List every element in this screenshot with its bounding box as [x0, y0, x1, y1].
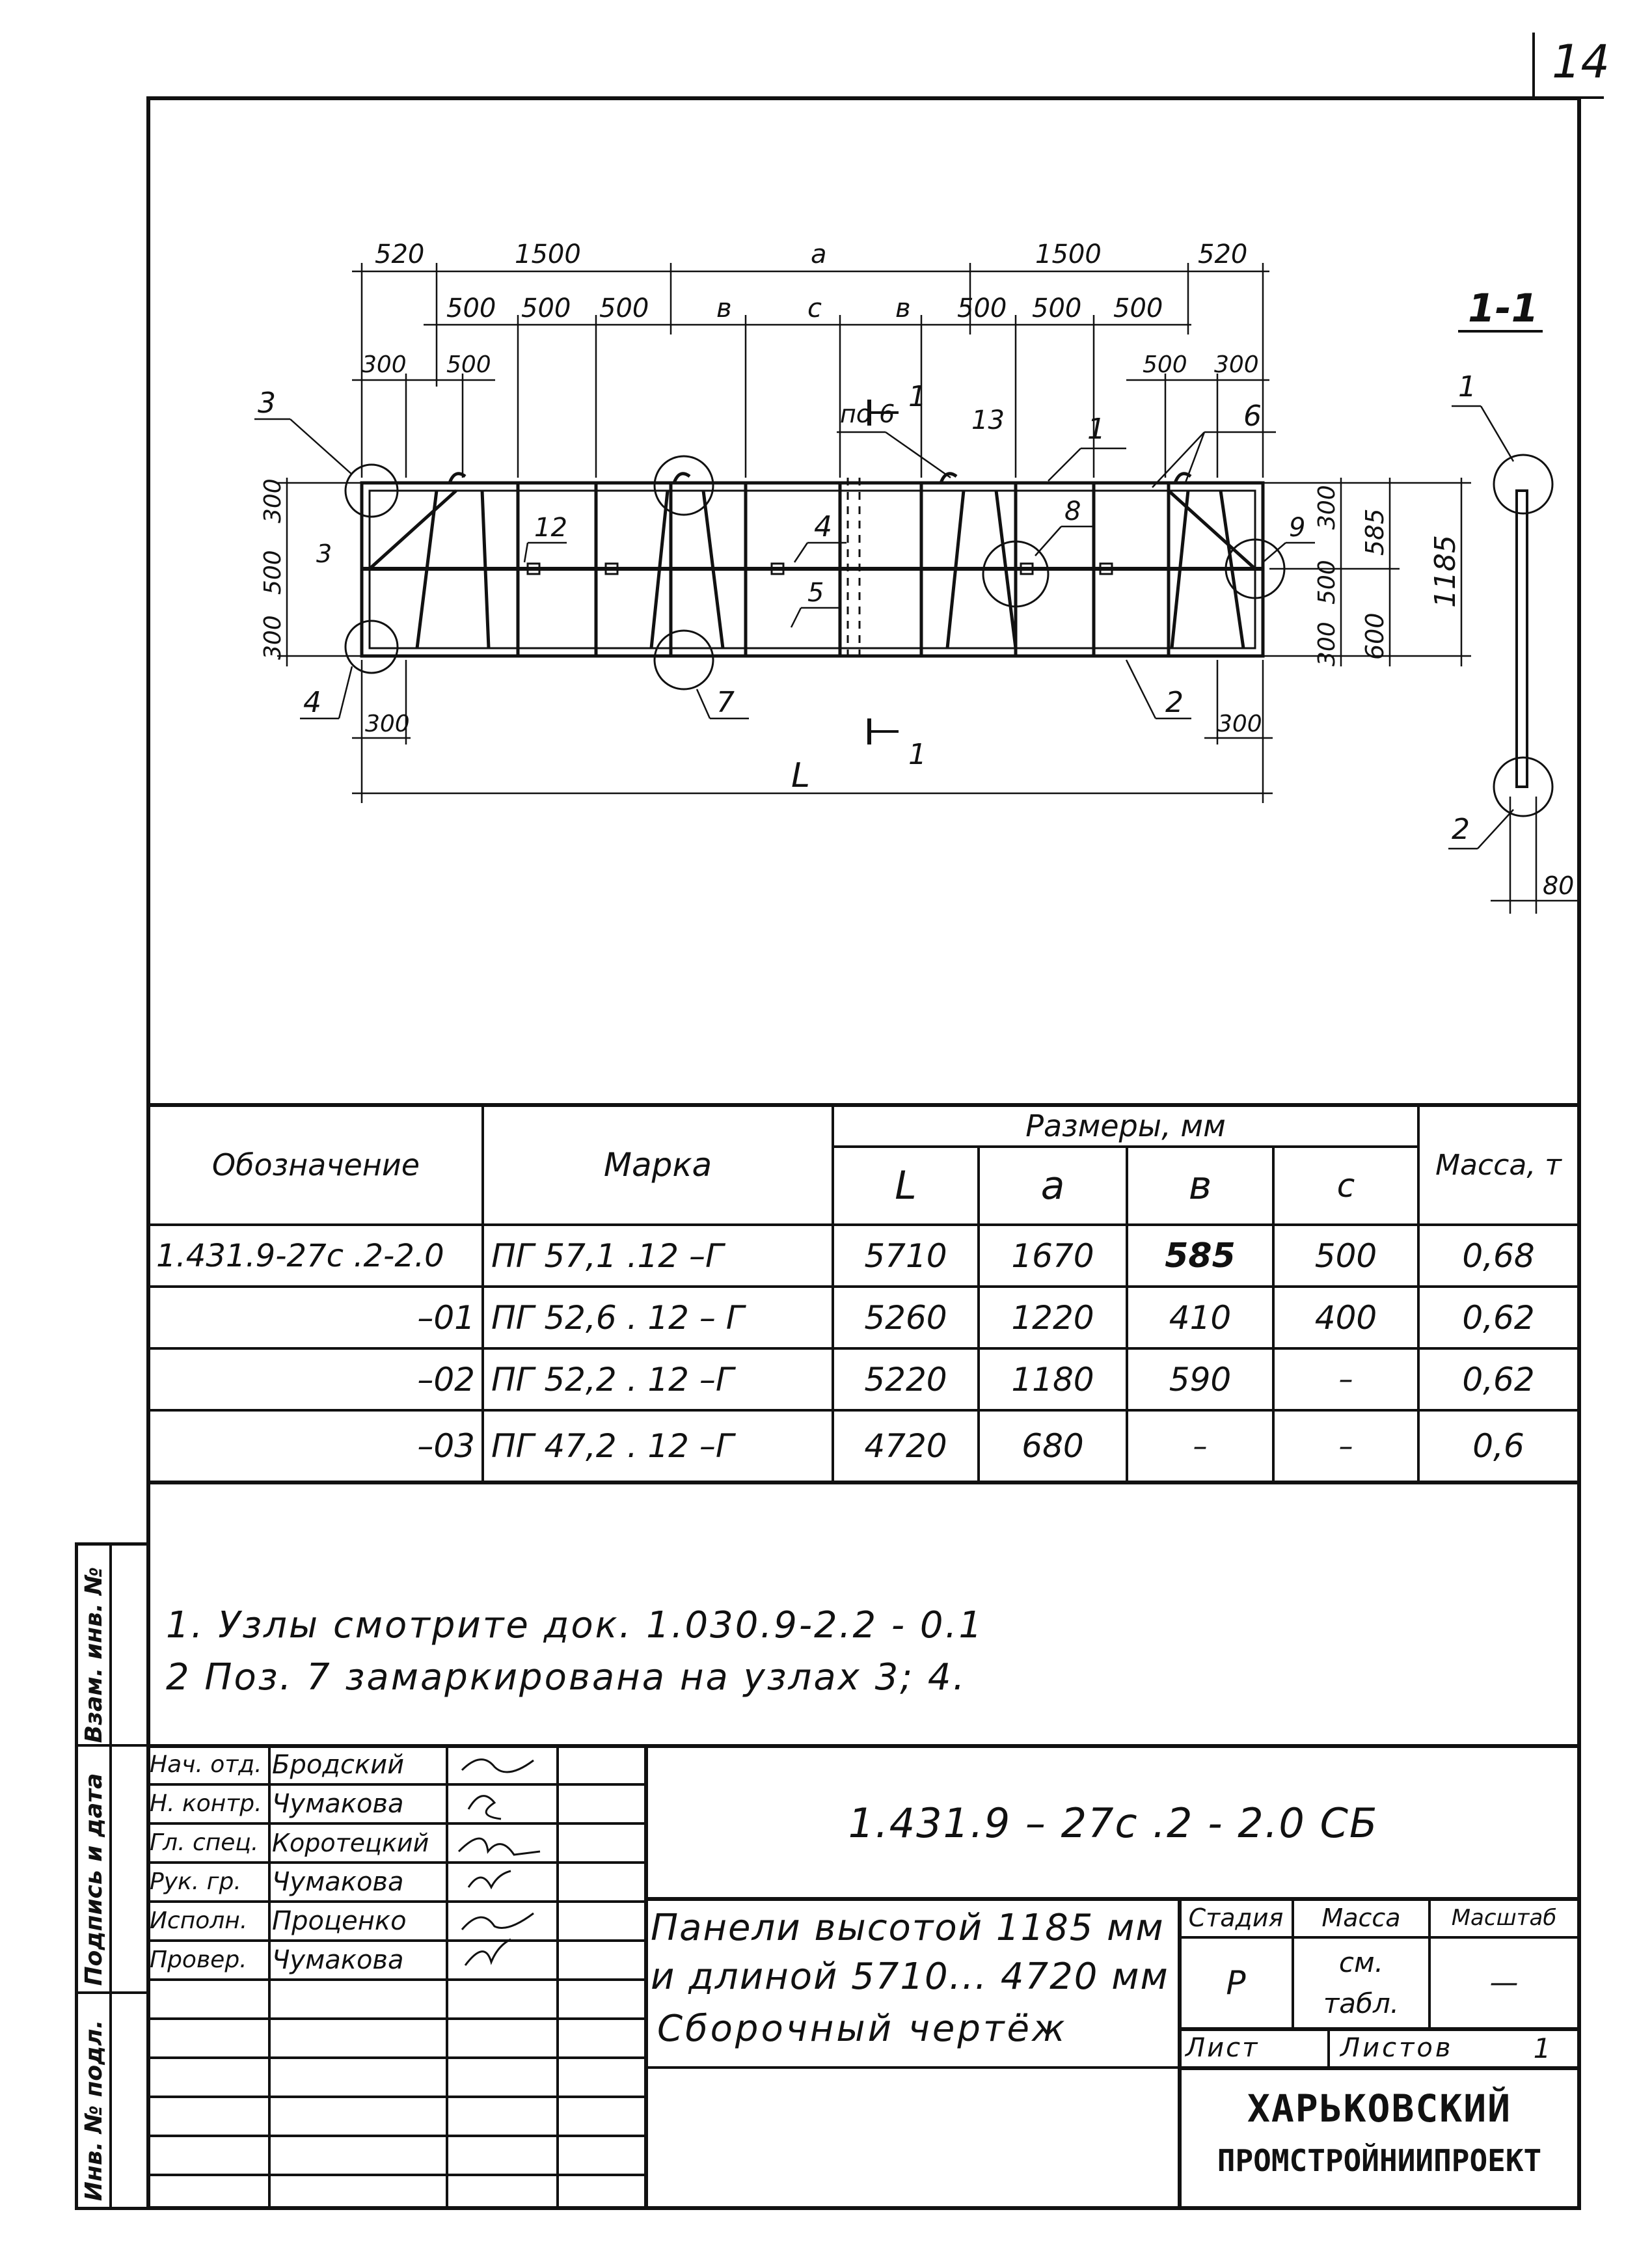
scale-value: —: [1489, 1966, 1519, 1999]
callout-5: 5: [807, 578, 824, 608]
table-row-2-b: 590: [1169, 1360, 1232, 1399]
org-line-1: ХАРЬКОВСКИЙ: [1247, 2086, 1512, 2131]
stage-value: Р: [1226, 1963, 1246, 2002]
dim-r2-r2: 500: [1113, 294, 1163, 323]
sheets-label: Листов: [1340, 2033, 1454, 2063]
signer-1-name: Чумакова: [272, 1788, 404, 1819]
signer-4-role: Исполн.: [150, 1907, 248, 1934]
mass-value-2: табл.: [1323, 1987, 1400, 2019]
dim-r3-r0: 500: [1143, 351, 1187, 378]
assembly-drawing: [150, 100, 1577, 1089]
callout-section-1-top: 1: [908, 380, 927, 413]
title-line-2: и длиной 5710... 4720 мм: [651, 1956, 1169, 1998]
table-row-3-a: 680: [1022, 1427, 1084, 1465]
signer-3-name: Чумакова: [272, 1866, 404, 1897]
signatures: [449, 1747, 560, 1982]
mass-label: Масса: [1321, 1903, 1401, 1932]
dim-r2-m2: в: [895, 294, 911, 323]
side-view-profile: [1517, 491, 1527, 787]
side-stamp-sign-date: Подпись и дата: [81, 1773, 107, 1986]
callout-side-2: 2: [1452, 813, 1470, 846]
header-a: a: [1040, 1163, 1065, 1208]
callout-9: 9: [1289, 513, 1306, 543]
table-row-1-designation: –01: [417, 1298, 475, 1337]
table-row-0-L: 5710: [864, 1236, 947, 1275]
table-row-0-a: 1670: [1011, 1236, 1094, 1275]
dim-top-4: 520: [1198, 239, 1248, 269]
table-row-2-mass: 0,62: [1462, 1360, 1535, 1399]
header-c: с: [1336, 1167, 1355, 1205]
dim-bottom-0: 300: [365, 711, 410, 737]
sheet-label: Лист: [1185, 2033, 1260, 2063]
header-designation: Обозначение: [211, 1147, 420, 1182]
signer-0-role: Нач. отд.: [150, 1751, 262, 1778]
table-row-1-a: 1220: [1011, 1298, 1094, 1337]
signer-0-name: Бродский: [272, 1749, 405, 1780]
header-L: L: [895, 1163, 917, 1208]
dim-r2-r0: 500: [957, 294, 1007, 323]
table-row-2-c: –: [1338, 1363, 1353, 1396]
dim-right-outer-1: 600: [1361, 612, 1389, 660]
dim-r2-l1: 500: [521, 294, 571, 323]
table-row-0-c: 500: [1314, 1236, 1377, 1275]
callout-1: 1: [1087, 413, 1105, 446]
table-row-0-mass: 0,68: [1462, 1236, 1535, 1275]
callout-section-1-bottom: 1: [908, 738, 927, 771]
dim-right-outer-2: 1185: [1429, 535, 1462, 608]
note-1: 1. Узлы смотрите док. 1.030.9-2.2 - 0.1: [166, 1604, 984, 1646]
callout-13: 13: [971, 405, 1005, 435]
signer-5-name: Чумакова: [272, 1945, 404, 1975]
signer-4-name: Проценко: [272, 1905, 407, 1936]
table-row-0-b: 585: [1165, 1236, 1236, 1276]
dim-right-v1: 500: [1314, 560, 1340, 605]
header-mass: Масса, т: [1435, 1148, 1562, 1182]
table-row-0-mark: ПГ 57,1 .12 –Г: [491, 1236, 724, 1275]
callout-8: 8: [1064, 497, 1081, 526]
header-sizes: Размеры, мм: [1025, 1108, 1226, 1143]
dim-left-v2: 300: [260, 615, 286, 660]
page-number: 14: [1552, 35, 1610, 89]
org-line-2: ПРОМСТРОЙНИИПРОЕКТ: [1217, 2143, 1542, 2178]
signer-2-role: Гл. спец.: [150, 1829, 259, 1856]
dim-left-v1: 500: [260, 550, 286, 595]
dim-right-v2: 300: [1314, 621, 1340, 666]
dim-right-outer-0: 585: [1361, 508, 1389, 556]
callout-3-top: 3: [258, 387, 276, 420]
table-row-2-designation: –02: [417, 1360, 475, 1399]
table-row-3-L: 4720: [864, 1427, 947, 1465]
dim-r3-l1: 500: [446, 351, 491, 378]
doc-code: 1.431.9 – 27с .2 - 2.0 СБ: [848, 1799, 1379, 1847]
stage-label: Стадия: [1188, 1903, 1284, 1932]
callout-3-left: 3: [316, 539, 332, 568]
dim-bottom-1: 300: [1217, 711, 1262, 737]
dim-top-3: 1500: [1035, 239, 1102, 269]
table-row-0-designation: 1.431.9-27с .2-2.0: [156, 1237, 444, 1274]
side-stamp-inv-zam: Взам. инв. №: [81, 1566, 107, 1743]
signer-5-role: Провер.: [150, 1946, 247, 1973]
dim-r2-m1: с: [807, 294, 822, 323]
dim-r3-r1: 300: [1214, 351, 1259, 378]
callout-4-mid: 4: [814, 510, 832, 543]
table-row-3-mass: 0,6: [1472, 1427, 1524, 1465]
dim-right-v0: 300: [1314, 485, 1340, 530]
callout-po6: по 6: [840, 400, 895, 428]
signer-2-name: Коротецкий: [272, 1828, 429, 1857]
mass-value-1: см.: [1338, 1946, 1384, 1978]
dim-top-2: a: [811, 239, 827, 269]
node-circle-6-mid: [655, 456, 713, 515]
table-row-1-c: 400: [1314, 1298, 1377, 1337]
dim-r2-l2: 500: [599, 294, 649, 323]
dim-r2-r1: 500: [1032, 294, 1082, 323]
dim-left-v0: 300: [260, 478, 286, 523]
callout-4-bottom: 4: [303, 686, 321, 719]
dim-r3-l0: 300: [362, 351, 407, 378]
sheets-value: 1: [1533, 2032, 1551, 2064]
header-b: в: [1188, 1163, 1212, 1208]
dim-r2-m0: в: [716, 294, 732, 323]
signer-1-role: Н. контр.: [150, 1790, 262, 1817]
table-row-2-mark: ПГ 52,2 . 12 –Г: [491, 1360, 734, 1399]
signer-3-role: Рук. гр.: [150, 1868, 241, 1895]
node-circle-4: [345, 621, 398, 673]
table-row-1-L: 5260: [864, 1298, 947, 1337]
side-stamp-inv-podl: Инв. № подл.: [81, 2019, 107, 2202]
table-row-2-a: 1180: [1011, 1360, 1094, 1399]
table-row-3-designation: –03: [417, 1427, 475, 1465]
dim-bottom-L: L: [791, 756, 810, 795]
title-line-3: Сборочный чертёж: [657, 2008, 1068, 2050]
section-title: 1-1: [1468, 286, 1539, 331]
callout-12: 12: [534, 513, 567, 543]
table-row-3-b: –: [1193, 1429, 1208, 1463]
table-row-1-b: 410: [1169, 1298, 1232, 1337]
callout-6: 6: [1243, 400, 1262, 433]
dim-r2-l0: 500: [446, 294, 496, 323]
page-number-divider: [1532, 33, 1535, 98]
table-row-1-mark: ПГ 52,6 . 12 – Г: [491, 1298, 744, 1337]
dim-top-1: 1500: [515, 239, 581, 269]
table-row-3-mark: ПГ 47,2 . 12 –Г: [491, 1427, 734, 1465]
callout-2: 2: [1165, 686, 1184, 719]
table-row-2-L: 5220: [864, 1360, 947, 1399]
side-width-dim: 80: [1543, 871, 1575, 900]
scale-label: Масштаб: [1451, 1904, 1557, 1931]
callout-side-1: 1: [1458, 370, 1476, 403]
table-row-3-c: –: [1338, 1429, 1353, 1463]
callout-7: 7: [716, 686, 735, 719]
dim-top-0: 520: [375, 239, 425, 269]
table-row-1-mass: 0,62: [1462, 1298, 1535, 1337]
node-circle-7: [655, 631, 713, 689]
title-line-1: Панели высотой 1185 мм: [651, 1907, 1165, 1949]
header-mark: Марка: [603, 1146, 712, 1184]
note-2: 2 Поз. 7 замаркирована на узлах 3; 4.: [166, 1656, 967, 1699]
